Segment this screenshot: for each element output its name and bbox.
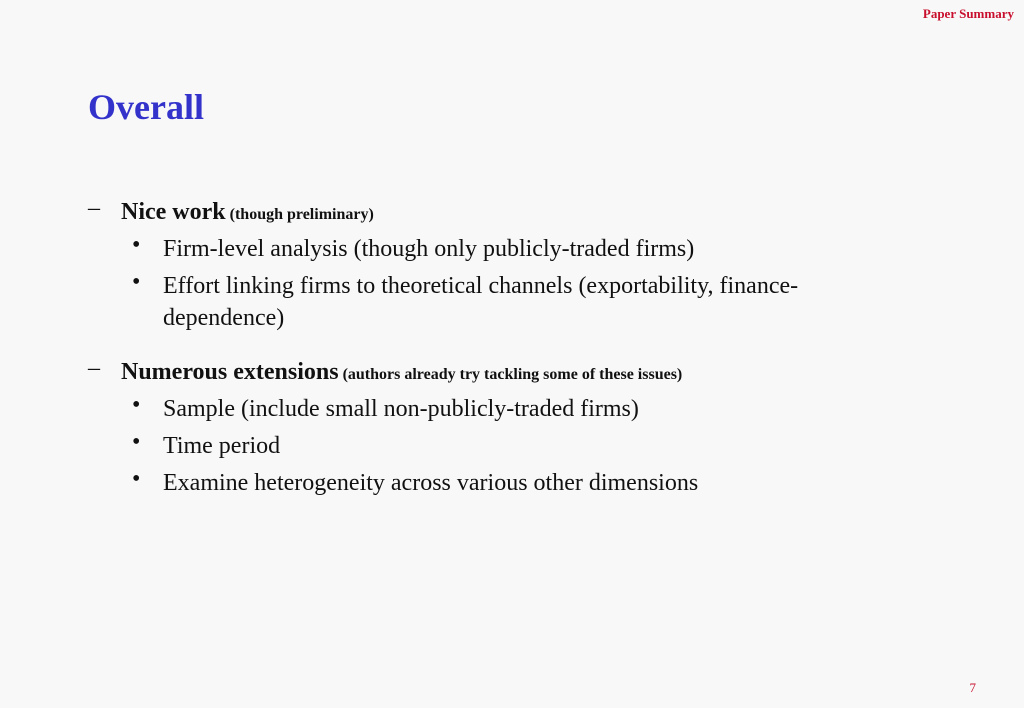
bullet-text: Time period — [163, 433, 281, 459]
bullet-list — [88, 233, 888, 334]
list-item — [88, 233, 888, 265]
section-numerous-extensions — [88, 356, 888, 504]
bullet-list — [88, 393, 888, 499]
bullet-icon: • — [132, 429, 141, 455]
bullet-icon: • — [132, 466, 141, 492]
section-nice-work — [88, 196, 888, 339]
section-heading-note: (authors already try tackling some of these issues) — [342, 366, 683, 383]
list-item — [88, 270, 888, 334]
list-item — [88, 430, 888, 462]
slide-title: Overall — [88, 87, 204, 127]
dash-marker: – — [88, 355, 100, 381]
bullet-text: Firm-level analysis (though only publicly-traded firms) — [163, 236, 695, 262]
dash-marker: – — [88, 195, 100, 221]
section-heading-note: (though preliminary) — [229, 206, 374, 223]
header-tag: Paper Summary — [922, 6, 1014, 21]
bullet-icon: • — [132, 392, 141, 418]
page-number: 7 — [969, 680, 976, 695]
section-heading-text: Numerous extensions — [121, 359, 339, 385]
bullet-text: Examine heterogeneity across various other dimensions — [163, 470, 699, 496]
list-item — [88, 393, 888, 425]
bullet-text: Sample (include small non-publicly-traded firms) — [163, 396, 639, 422]
section-heading — [88, 356, 888, 391]
bullet-icon: • — [132, 269, 141, 295]
bullet-text: Effort linking firms to theoretical channels (exportability, finance-dependence) — [163, 273, 799, 331]
list-item — [88, 467, 888, 499]
bullet-icon: • — [132, 232, 141, 258]
section-heading — [88, 196, 888, 231]
section-heading-text: Nice work — [121, 199, 226, 225]
